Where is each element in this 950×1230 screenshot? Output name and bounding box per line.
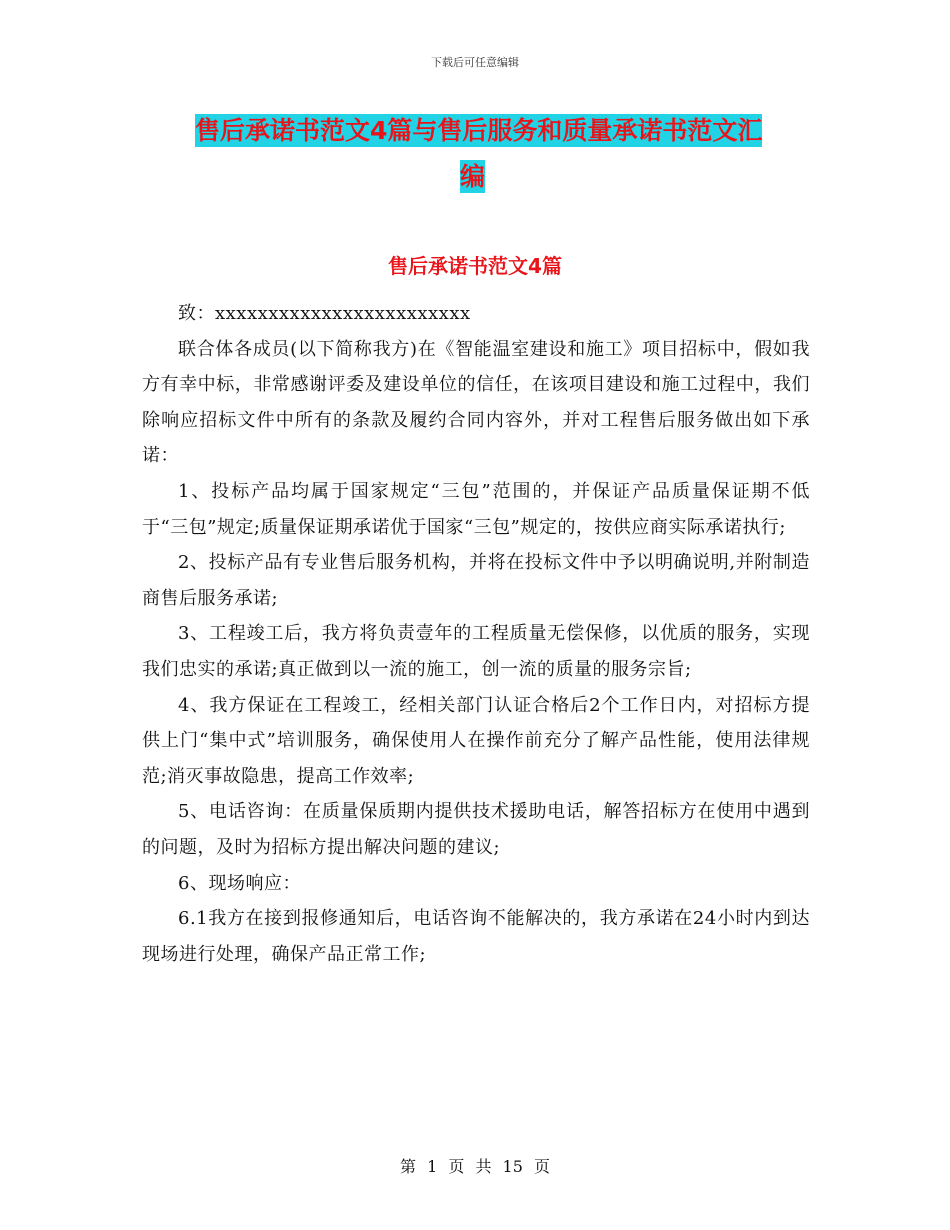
document-body (142, 296, 810, 972)
paragraph-item-2: 2、投标产品有专业售后服务机构，并将在投标文件中予以明确说明,并附制造商售后服务承诺; (142, 552, 810, 609)
paragraph-item-6: 6、现场响应： (178, 872, 301, 894)
title-line-1 (195, 108, 810, 154)
title-line-1-text: 售后承诺书范文4篇与售后服务和质量承诺书范文汇 (195, 116, 763, 145)
paragraph-item-4: 4、我方保证在工程竣工，经相关部门认证合格后2个工作日内，对招标方提供上门“集中式”培训服务，确保使用人在操作前充分了解产品性能，使用法律规范;消灭事故隐患，提高工作效率; (142, 694, 810, 787)
paragraph-item-5: 5、电话咨询：在质量保质期内提供技术援助电话，解答招标方在使用中遇到的问题，及时为招标方提出解决问题的建议; (142, 801, 810, 858)
section-title: 售后承诺书范文4篇 (388, 254, 562, 278)
header-note: 下载后可任意编辑 (431, 56, 519, 69)
title-line-2 (195, 154, 810, 200)
paragraph-item-6-1: 6.1我方在接到报修通知后，电话咨询不能解决的，我方承诺在24小时内到达现场进行处理，确保产品正常工作; (142, 908, 810, 965)
paragraph-item-3: 3、工程竣工后，我方将负责壹年的工程质量无偿保修，以优质的服务，实现我们忠实的承诺;真正做到以一流的施工，创一流的质量的服务宗旨; (142, 623, 810, 680)
document-title (195, 108, 810, 200)
paragraph-intro: 联合体各成员(以下简称我方)在《智能温室建设和施工》项目招标中，假如我方有幸中标，非常感谢评委及建设单位的信任，在该项目建设和施工过程中，我们除响应招标文件中所有的条款及履约合同内容外，并对工程售后服务做出如下承诺： (142, 338, 810, 467)
paragraph-addressee: 致：xxxxxxxxxxxxxxxxxxxxxxxx (178, 303, 471, 324)
title-line-2-text: 编 (460, 162, 486, 191)
page-footer: 第 1 页 共 15 页 (400, 1157, 550, 1176)
paragraph-item-1: 1、投标产品均属于国家规定“三包”范围的，并保证产品质量保证期不低于“三包”规定;质量保证期承诺优于国家“三包”规定的，按供应商实际承诺执行; (142, 480, 810, 538)
